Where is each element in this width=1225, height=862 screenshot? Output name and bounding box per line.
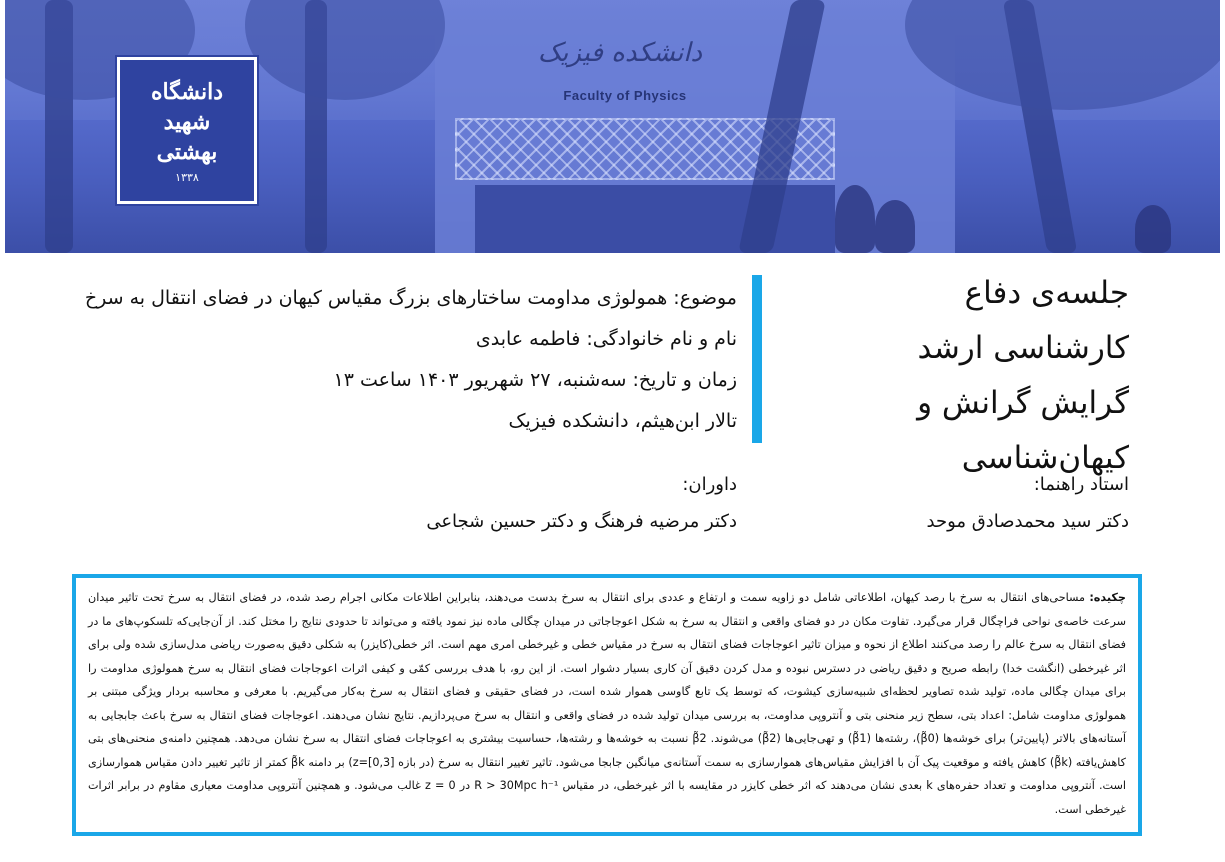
title-line-degree: کارشناسی ارشد [917, 330, 1129, 366]
university-logo [117, 57, 257, 204]
logo-text-line3: بهشتی [156, 139, 218, 165]
referees-block [237, 466, 737, 540]
header-banner-photo [5, 0, 1220, 253]
person-silhouette [875, 200, 915, 253]
abstract-label: چکیده: [1089, 591, 1126, 604]
logo-year: ۱۳۳۸ [175, 171, 199, 184]
advisor-name: دکتر سید محمدصادق موحد [926, 511, 1129, 532]
building-sign-english: Faculty of Physics [563, 88, 687, 103]
logo-text-line2: شهید [163, 109, 211, 135]
detail-student-name: نام و نام خانوادگی: فاطمه عابدی [475, 328, 737, 350]
building-sign-persian: دانشکده فیزیک [537, 38, 703, 68]
defense-details [57, 278, 737, 442]
abstract-text: مساحی‌های انتقال به سرخ با رصد کیهان، اطلاعاتی شامل دو زاویه سمت و ارتفاع و عددی برای انتقال به سرخ بدست می‌دهند، بنابراین اطلاعات مکانی اجرام رصد شده، در فضای انتقال به سرخ تحت تاثیر میدان سرعت خاصه‌ی نواحی فراچگال قرار می‌گیرد. تفاوت مکان در دو فضای واقعی و انتقال به سرخ به شکل اعوجاجاتی در میدان چگالی ماده نیز نمود یافته و می‌تواند تا حدودی نتایج را مختل کند. از آن‌جایی‌که تلسکوپ‌های ما در فضای انتقال به سرخ عالم را رصد می‌کنند اطلاع از نحوه و میزان تاثیر اعوجاجات فضای انتقال به سرخ در مقیاس خطی و غیرخطی امری مهم است. اثر خطی(کایزر) به شکلی دقیق به‌صورت ریاضی مدل‌سازی شده ولی برای اثر غیرخطی (انگشت خدا) رابطه صریح و دقیق ریاضی در دسترس نبوده و مدل کردن دقیق آن کاری بسیار دشوار است. از این رو، با هدف بررسی کمّی و کیفی اثرات اعوجاجات فضای انتقال به سرخ همولوژی مداومت را برای میدان چگالی ماده، تولید شده تصاویر لحظه‌ای شبیه‌سازی کیشوت، که توسط یک تابع گاوسی هموار شده است، در فضای حقیقی و فضای انتقال به سرخ به‌کار می‌گیریم. با معرفی و محاسبه بردار ویژگی مبتنی بر همولوژی مداومت شامل: اعداد بتی، سطح زیر منحنی بتی و آنتروپی مداومت، به بررسی میدان تولید شده در فضای واقعی و انتقال به سرخ می‌پردازیم. نتایج نشان می‌دهند. اعوجاجات فضای انتقال به سرخ باعث جابجایی به آستانه‌های بالاتر (پایین‌تر) برای خوشه‌ها (β̃0)، رشته‌ها (β̃1) و تهی‌جایی‌ها (β̃2) می‌شوند. β̃2 نسبت به خوشه‌ها و رشته‌ها، حساسیت بیشتری به اعوجاجات فضای انتقال به سرخ نشان می‌دهد. همچنین دامنه‌ی منحنی‌های بتی کاهش‌یافته (β̃k) کاهش یافته و موقعیت پیک آن با افزایش مقیاس‌های هموارسازی به سمت آستانه‌ی میانگین جابجا می‌شود. تاثیر تغییر انتقال به سرخ (در بازه z=[0,3]) بر دامنه β̃k کمتر از تاثیر تغییر دادن مقیاس هموارسازی است. آنتروپی مداومت و تعداد حفره‌های k بعدی نشان می‌دهند که اثر خطی کایزر در مقایسه با اثر غیرخطی، در مقیاس R > 30Mpc h⁻¹ در z = 0 غالب می‌شود. و همچنین آنتروپی مداومت معیاری مقاوم در برابر اثرات غیرخطی است. [88, 591, 1126, 816]
title-line-defense: جلسه‌ی دفاع [964, 275, 1129, 311]
defense-title [769, 266, 1129, 486]
person-silhouette [835, 185, 875, 253]
advisor-label: استاد راهنما: [1033, 474, 1129, 495]
detail-datetime: زمان و تاریخ: سه‌شنبه، ۲۷ شهریور ۱۴۰۳ ساعت ۱۳ [333, 369, 737, 391]
referees-label: داوران: [682, 474, 737, 495]
title-line-field: گرایش گرانش و کیهان‌شناسی [917, 385, 1129, 476]
accent-divider [752, 275, 762, 443]
referees-names: دکتر مرضیه فرهنگ و دکتر حسین شجاعی [426, 511, 737, 532]
detail-venue: تالار ابن‌هیثم، دانشکده فیزیک [508, 410, 737, 432]
abstract-box [72, 574, 1142, 836]
person-silhouette [1135, 205, 1171, 253]
detail-topic: موضوع: همولوژی مداومت ساختارهای بزرگ مقیاس کیهان در فضای انتقال به سرخ [84, 287, 737, 309]
advisor-block [789, 466, 1129, 540]
logo-text-line1: دانشگاه [150, 79, 224, 105]
